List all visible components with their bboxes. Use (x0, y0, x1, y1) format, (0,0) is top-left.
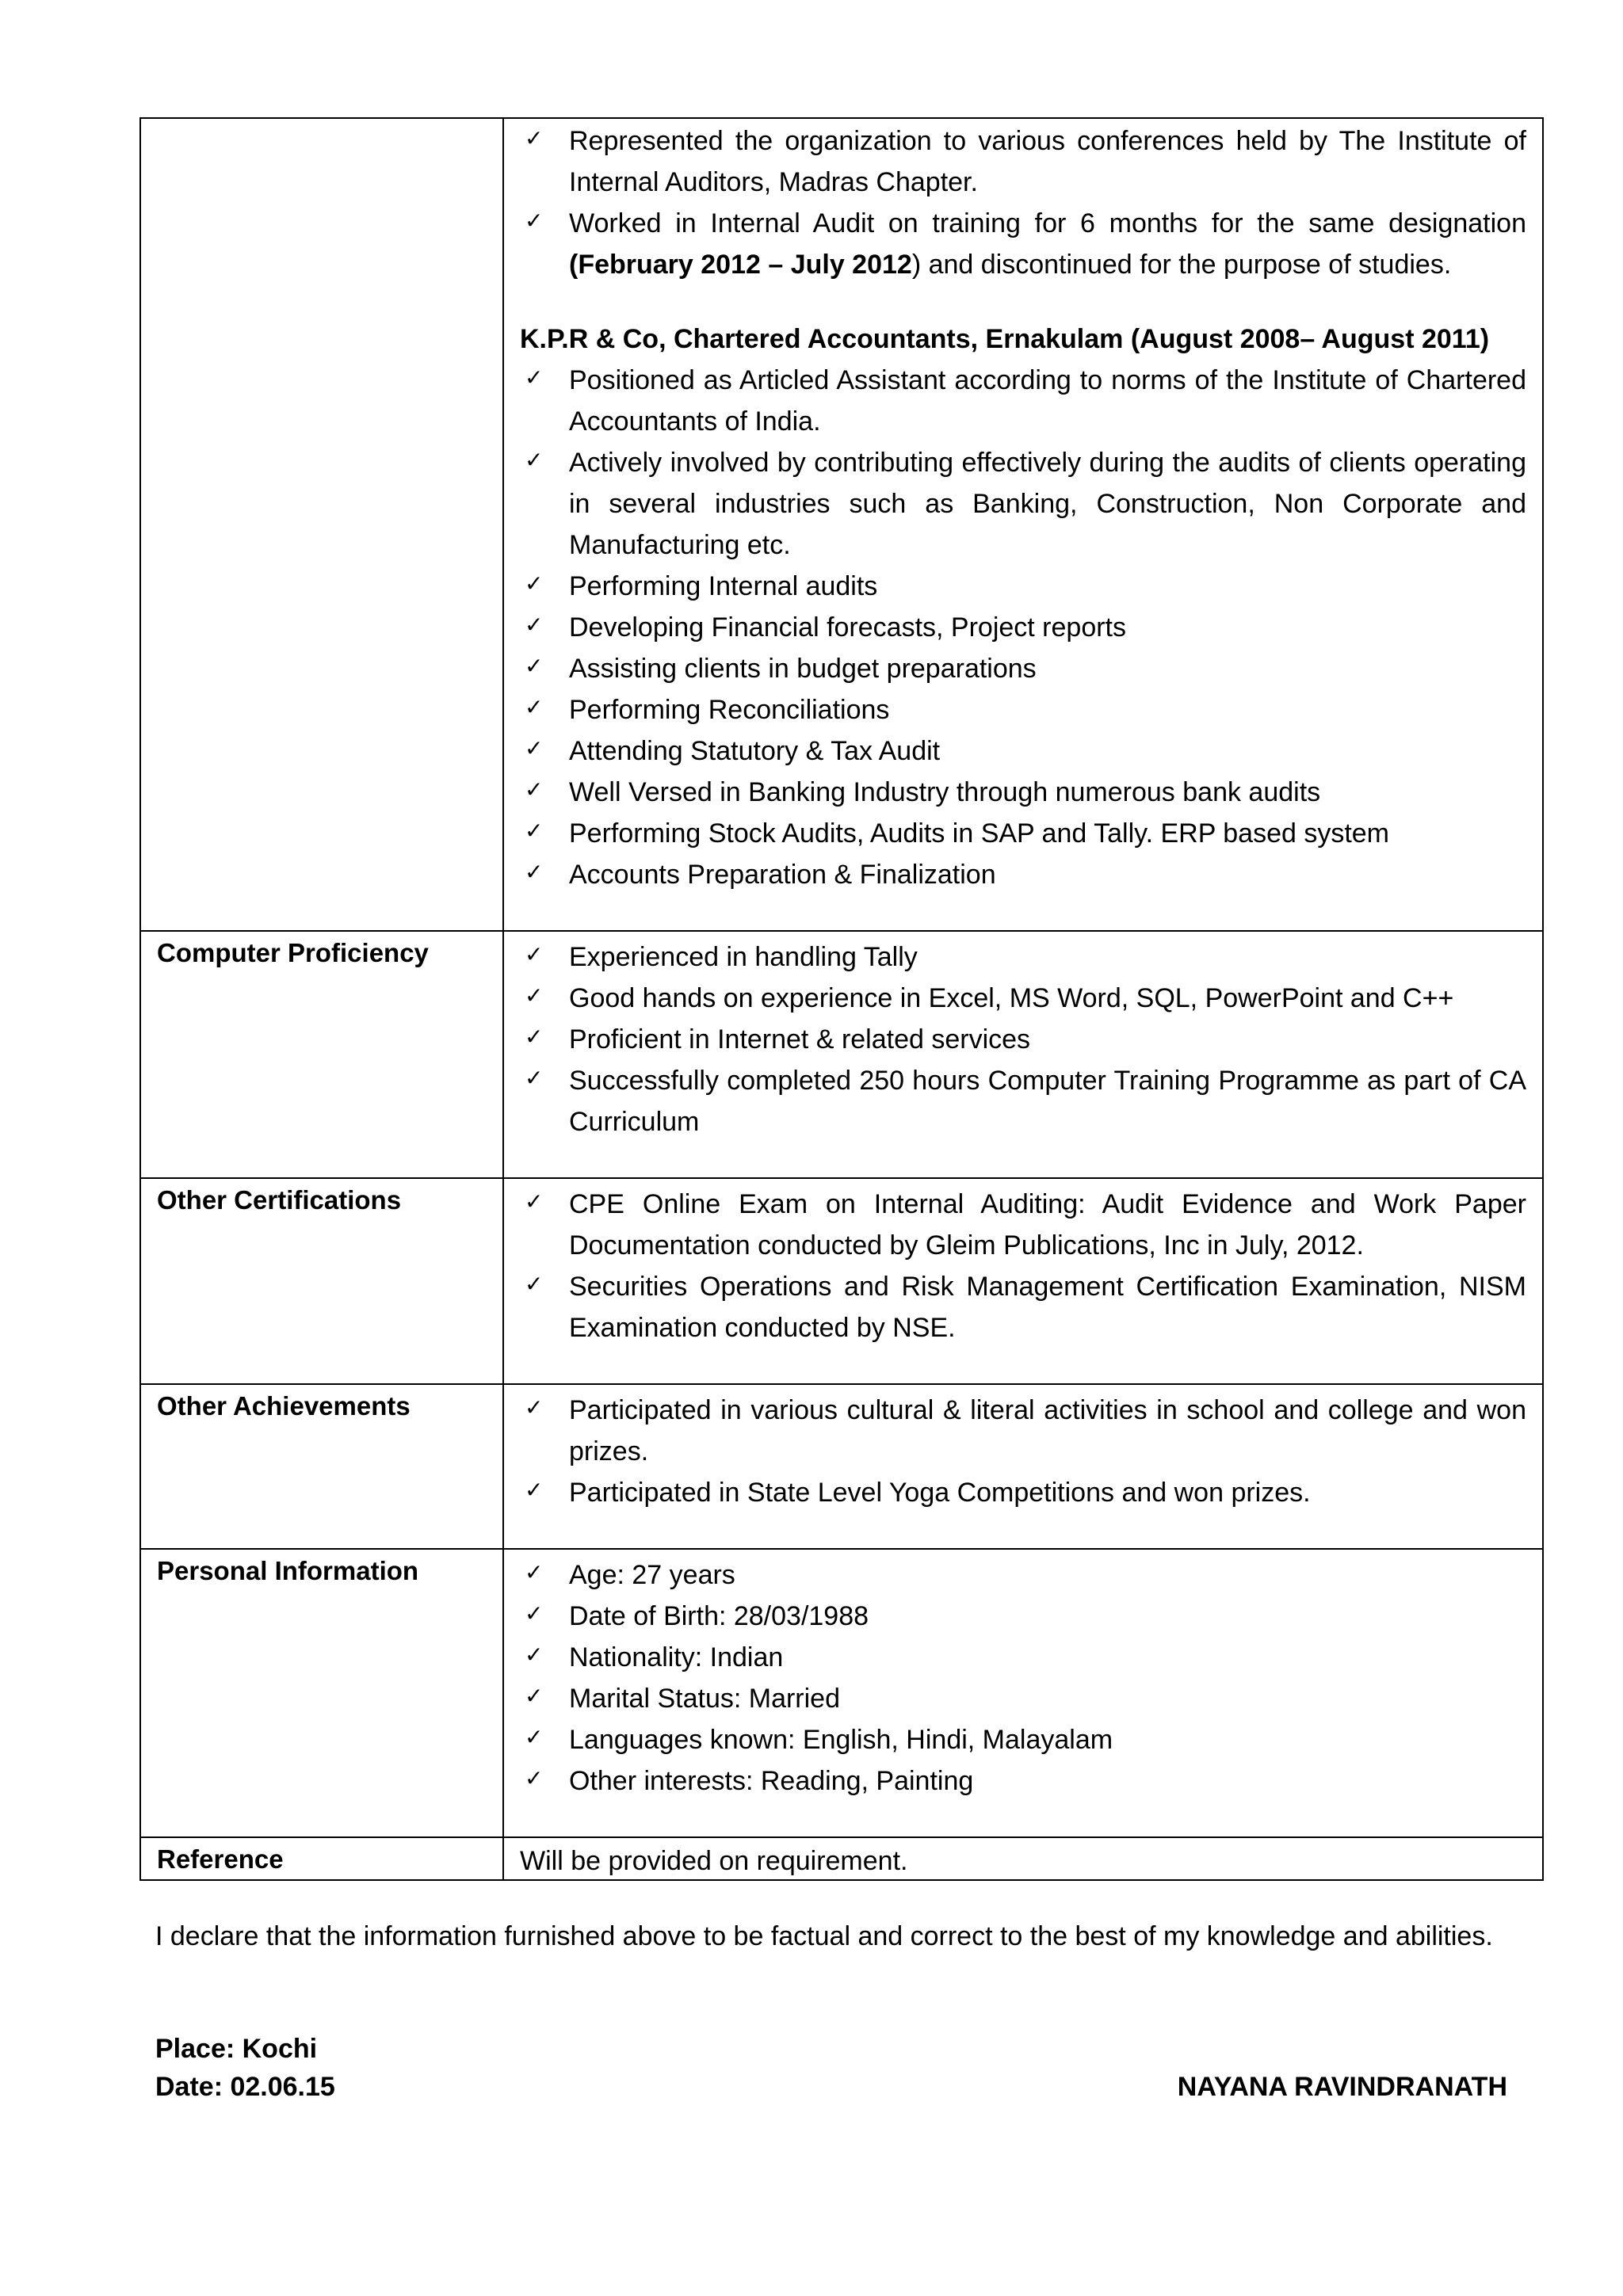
personal-information-content-cell (503, 1549, 1543, 1837)
reference-text: Will be provided on requirement. (520, 1846, 908, 1876)
list-item: ✓ Assisting clients in budget preparations (520, 648, 1526, 689)
training-period: (February 2012 – July 2012 (569, 250, 912, 280)
list-item: ✓ Participated in State Level Yoga Competitions and won prizes. (520, 1472, 1526, 1513)
checkmark-icon: ✓ (525, 735, 544, 761)
list-item: ✓ Attending Statutory & Tax Audit (520, 730, 1526, 772)
other-achievements-row (140, 1384, 1543, 1549)
list-item: ✓ Actively involved by contributing effectively during the audits of clients operating in several industries such as Banking, Construction, Non Corporate and Manufacturing etc. (520, 442, 1526, 566)
checkmark-icon: ✓ (525, 653, 544, 679)
personal-information-label-cell (140, 1549, 503, 1837)
signature-name: NAYANA RAVINDRANATH (1177, 2072, 1507, 2102)
checkmark-icon: ✓ (525, 1765, 544, 1791)
list-item: ✓ Successfully completed 250 hours Computer Training Programme as part of CA Curriculum (520, 1060, 1526, 1142)
checkmark-icon: ✓ (525, 1683, 544, 1709)
experience-content-cell (503, 118, 1543, 931)
checkmark-icon: ✓ (525, 859, 544, 885)
experience-label-cell (140, 118, 503, 931)
section-label: Other Achievements (157, 1391, 411, 1421)
list-item: ✓ Accounts Preparation & Finalization (520, 854, 1526, 895)
list-item: ✓ Positioned as Articled Assistant according to norms of the Institute of Chartered Accountants of India. (520, 360, 1526, 442)
checkmark-icon: ✓ (525, 125, 544, 151)
other-achievements-label-cell (140, 1384, 503, 1549)
checkmark-icon: ✓ (525, 982, 544, 1009)
checkmark-icon: ✓ (525, 1271, 544, 1297)
list-item: ✓ Well Versed in Banking Industry through numerous bank audits (520, 772, 1526, 813)
resume-table (139, 117, 1544, 1881)
section-label: Other Certifications (157, 1185, 402, 1215)
experience-top-list (504, 119, 1542, 285)
personal-information-list (504, 1550, 1542, 1836)
computer-proficiency-content-cell (503, 931, 1543, 1178)
list-item: ✓ Nationality: Indian (520, 1637, 1526, 1678)
list-item: ✓ Marital Status: Married (520, 1678, 1526, 1719)
list-item: ✓ Worked in Internal Audit on training for 6 months for the same designation (February 2012 – July 2012) and discontinued for the purpose of studies. (520, 203, 1526, 285)
place-line: Place: Kochi (155, 2034, 318, 2064)
list-item: ✓ Date of Birth: 28/03/1988 (520, 1596, 1526, 1637)
checkmark-icon: ✓ (525, 1188, 544, 1215)
list-item: ✓ Other interests: Reading, Painting (520, 1760, 1526, 1802)
checkmark-icon: ✓ (525, 1024, 544, 1050)
list-item: ✓ Good hands on experience in Excel, MS Word, SQL, PowerPoint and C++ (520, 978, 1526, 1019)
kpr-heading: K.P.R & Co, Chartered Accountants, Ernakulam (August 2008– August 2011) (520, 324, 1490, 354)
checkmark-icon: ✓ (525, 1600, 544, 1627)
checkmark-icon: ✓ (525, 776, 544, 803)
other-achievements-content-cell (503, 1384, 1543, 1549)
section-label: Computer Proficiency (157, 938, 429, 967)
checkmark-icon: ✓ (525, 1065, 544, 1091)
checkmark-icon: ✓ (525, 818, 544, 844)
date-line: Date: 02.06.15 (155, 2072, 335, 2102)
training-suffix: ) and discontinued for the purpose of studies. (911, 250, 1452, 280)
checkmark-icon: ✓ (525, 1477, 544, 1503)
list-item: ✓ Languages known: English, Hindi, Malayalam (520, 1719, 1526, 1760)
computer-proficiency-list (504, 932, 1542, 1177)
list-item: ✓ Performing Reconciliations (520, 689, 1526, 730)
list-item: ✓ Performing Internal audits (520, 566, 1526, 607)
other-certifications-row (140, 1178, 1543, 1384)
list-item: ✓ Proficient in Internet & related services (520, 1019, 1526, 1060)
section-label: Reference (157, 1844, 284, 1874)
checkmark-icon: ✓ (525, 694, 544, 720)
checkmark-icon: ✓ (525, 941, 544, 967)
checkmark-icon: ✓ (525, 1724, 544, 1750)
reference-label-cell (140, 1837, 503, 1880)
checkmark-icon: ✓ (525, 1559, 544, 1585)
kpr-list (504, 360, 1542, 930)
checkmark-icon: ✓ (525, 570, 544, 597)
computer-proficiency-label-cell (140, 931, 503, 1178)
other-achievements-list (504, 1385, 1542, 1548)
checkmark-icon: ✓ (525, 208, 544, 234)
checkmark-icon: ✓ (525, 612, 544, 638)
list-item: ✓ Participated in various cultural & literal activities in school and college and won prizes. (520, 1390, 1526, 1472)
other-certifications-list (504, 1179, 1542, 1383)
list-item: ✓ Securities Operations and Risk Management Certification Examination, NISM Examination conducted by NSE. (520, 1266, 1526, 1348)
list-item: ✓ Represented the organization to various conferences held by The Institute of Internal Auditors, Madras Chapter. (520, 120, 1526, 203)
other-certifications-content-cell (503, 1178, 1543, 1384)
checkmark-icon: ✓ (525, 1642, 544, 1668)
list-item: ✓ Experienced in handling Tally (520, 936, 1526, 978)
checkmark-icon: ✓ (525, 1394, 544, 1421)
list-item: ✓ Performing Stock Audits, Audits in SAP and Tally. ERP based system (520, 813, 1526, 854)
reference-row (140, 1837, 1543, 1880)
list-item: ✓ Age: 27 years (520, 1554, 1526, 1596)
reference-content-cell (503, 1837, 1543, 1880)
checkmark-icon: ✓ (525, 364, 544, 391)
computer-proficiency-row (140, 931, 1543, 1178)
list-item: ✓ CPE Online Exam on Internal Auditing: Audit Evidence and Work Paper Documentation conducted by Gleim Publications, Inc in July, 2012. (520, 1184, 1526, 1266)
other-certifications-label-cell (140, 1178, 503, 1384)
checkmark-icon: ✓ (525, 447, 544, 473)
section-label: Personal Information (157, 1556, 419, 1585)
personal-information-row (140, 1549, 1543, 1837)
list-item: ✓ Developing Financial forecasts, Project reports (520, 607, 1526, 648)
declaration-text: I declare that the information furnished above to be factual and correct to the best of my knowledge and abilities. (155, 1921, 1493, 1951)
experience-row (140, 118, 1543, 931)
